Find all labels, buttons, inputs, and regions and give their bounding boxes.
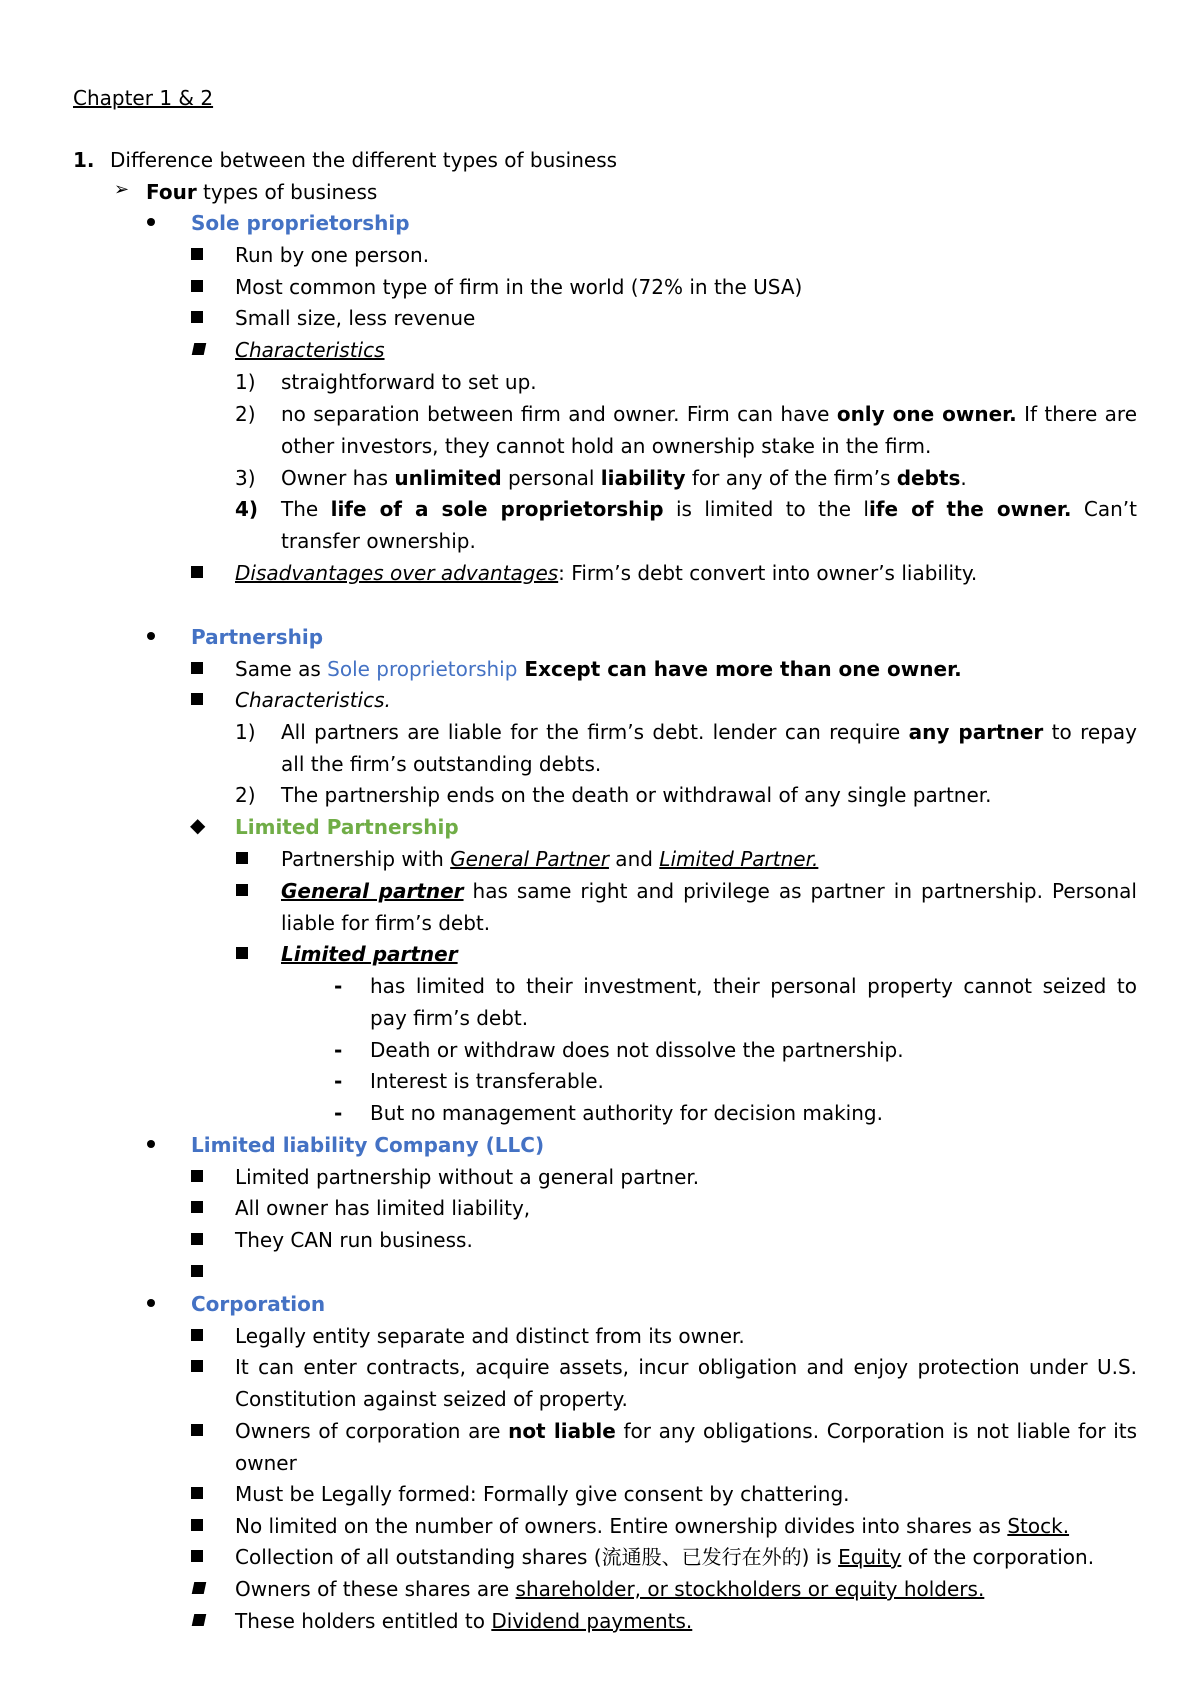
square-bullet-icon xyxy=(191,1424,203,1436)
characteristics-label: Characteristics. xyxy=(235,688,391,712)
llc-heading: Limited liability Company (LLC) xyxy=(191,1133,545,1157)
sole-proprietorship-heading: Sole proprietorship xyxy=(191,211,410,235)
corporation-heading: Corporation xyxy=(191,1292,326,1316)
list-item: The life of a sole proprietorship is limited to the life of the owner. Can’t xyxy=(281,497,1138,521)
list-item: General partner has same right and privilege as partner in partnership. Personal xyxy=(281,879,1137,903)
square-bullet-icon xyxy=(191,1233,203,1245)
list-item-continuation: Constitution against seized of property. xyxy=(235,1387,628,1411)
bullet-dot-icon xyxy=(147,218,155,226)
list-item: Must be Legally formed: Formally give consent by chattering. xyxy=(235,1482,850,1506)
list-item: The partnership ends on the death or withdrawal of any single partner. xyxy=(281,783,992,807)
square-bullet-icon xyxy=(191,1360,203,1372)
square-bullet-icon xyxy=(192,343,207,355)
list-number: 1) xyxy=(235,720,256,744)
square-bullet-icon xyxy=(191,1170,203,1182)
list-item: Owners of these shares are shareholder, or stockholders or equity holders. xyxy=(235,1577,985,1601)
disadvantages-line: Disadvantages over advantages: Firm’s debt convert into owner’s liability. xyxy=(235,561,978,585)
square-bullet-icon xyxy=(191,662,203,674)
list-number: 1) xyxy=(235,370,256,394)
list-item: Owners of corporation are not liable for any obligations. Corporation is not liable for its xyxy=(235,1419,1138,1443)
square-bullet-icon xyxy=(236,884,248,896)
list-item: These holders entitled to Dividend payments. xyxy=(235,1609,693,1633)
bullet-dot-icon xyxy=(147,1299,155,1307)
list-item-continuation: transfer ownership. xyxy=(281,529,476,553)
list-item: Small size, less revenue xyxy=(235,306,476,330)
square-bullet-icon xyxy=(191,280,203,292)
list-item: They CAN run business. xyxy=(235,1228,473,1252)
list-item: All partners are liable for the firm’s debt. lender can require any partner to repay xyxy=(281,720,1138,744)
list-item: Owner has unlimited personal liability for any of the firm’s debts. xyxy=(281,466,967,490)
square-bullet-icon xyxy=(191,1265,203,1277)
square-bullet-icon xyxy=(191,1329,203,1341)
list-number: 3) xyxy=(235,466,256,490)
arrow-bullet-icon: ➢ xyxy=(114,179,130,200)
square-bullet-icon xyxy=(191,248,203,260)
list-item: Collection of all outstanding shares (流通股、已发行在外的) is Equity of the corporation. xyxy=(235,1545,1095,1569)
list-item: Legally entity separate and distinct from its owner. xyxy=(235,1324,745,1348)
bullet-dot-icon xyxy=(147,632,155,640)
list-item: Same as Sole proprietorship Except can have more than one owner. xyxy=(235,657,962,681)
square-bullet-icon xyxy=(191,566,203,578)
list-item: no separation between firm and owner. Firm can have only one owner. If there are xyxy=(281,402,1138,426)
page-title: Chapter 1 & 2 xyxy=(73,86,214,110)
list-item: Limited partnership without a general partner. xyxy=(235,1165,700,1189)
square-bullet-icon xyxy=(191,1550,203,1562)
list-item: Run by one person. xyxy=(235,243,430,267)
dash-bullet-icon: - xyxy=(334,1069,343,1093)
list-item-continuation: other investors, they cannot hold an ownership stake in the firm. xyxy=(281,434,932,458)
list-item: straightforward to set up. xyxy=(281,370,537,394)
characteristics-label: Characteristics xyxy=(235,338,385,362)
question-number: 1. xyxy=(73,148,95,172)
list-number: 2) xyxy=(235,402,256,426)
list-item-continuation: liable for firm’s debt. xyxy=(281,911,491,935)
square-bullet-icon xyxy=(191,1519,203,1531)
square-bullet-icon xyxy=(191,311,203,323)
list-item: Death or withdraw does not dissolve the partnership. xyxy=(370,1038,904,1062)
limited-partnership-heading: Limited Partnership xyxy=(235,815,459,839)
list-number: 2) xyxy=(235,783,256,807)
list-item: Partnership with General Partner and Limited Partner. xyxy=(281,847,819,871)
square-bullet-icon xyxy=(192,1582,207,1594)
four-types-line: Four types of business xyxy=(146,180,378,204)
list-item-continuation: owner xyxy=(235,1451,297,1475)
list-item: All owner has limited liability, xyxy=(235,1196,531,1220)
square-bullet-icon xyxy=(191,693,203,705)
list-item: But no management authority for decision making. xyxy=(370,1101,883,1125)
partnership-heading: Partnership xyxy=(191,625,324,649)
square-bullet-icon xyxy=(236,947,248,959)
list-item: No limited on the number of owners. Entire ownership divides into shares as Stock. xyxy=(235,1514,1070,1538)
limited-partner-label: Limited partner xyxy=(281,942,458,966)
square-bullet-icon xyxy=(236,852,248,864)
list-item: Interest is transferable. xyxy=(370,1069,604,1093)
list-item: has limited to their investment, their personal property cannot seized to xyxy=(370,974,1137,998)
list-item: It can enter contracts, acquire assets, incur obligation and enjoy protection under U.S. xyxy=(235,1355,1137,1379)
diamond-bullet-icon: ◆ xyxy=(190,813,206,837)
dash-bullet-icon: - xyxy=(334,1101,343,1125)
bullet-dot-icon xyxy=(147,1140,155,1148)
dash-bullet-icon: - xyxy=(334,974,343,998)
list-item-continuation: pay firm’s debt. xyxy=(370,1006,529,1030)
dash-bullet-icon: - xyxy=(334,1038,343,1062)
list-item-continuation: all the firm’s outstanding debts. xyxy=(281,752,602,776)
list-number: 4) xyxy=(235,497,259,521)
square-bullet-icon xyxy=(191,1487,203,1499)
square-bullet-icon xyxy=(191,1201,203,1213)
square-bullet-icon xyxy=(192,1614,207,1626)
list-item: Most common type of firm in the world (72% in the USA) xyxy=(235,275,803,299)
question-text: Difference between the different types of business xyxy=(110,148,618,172)
